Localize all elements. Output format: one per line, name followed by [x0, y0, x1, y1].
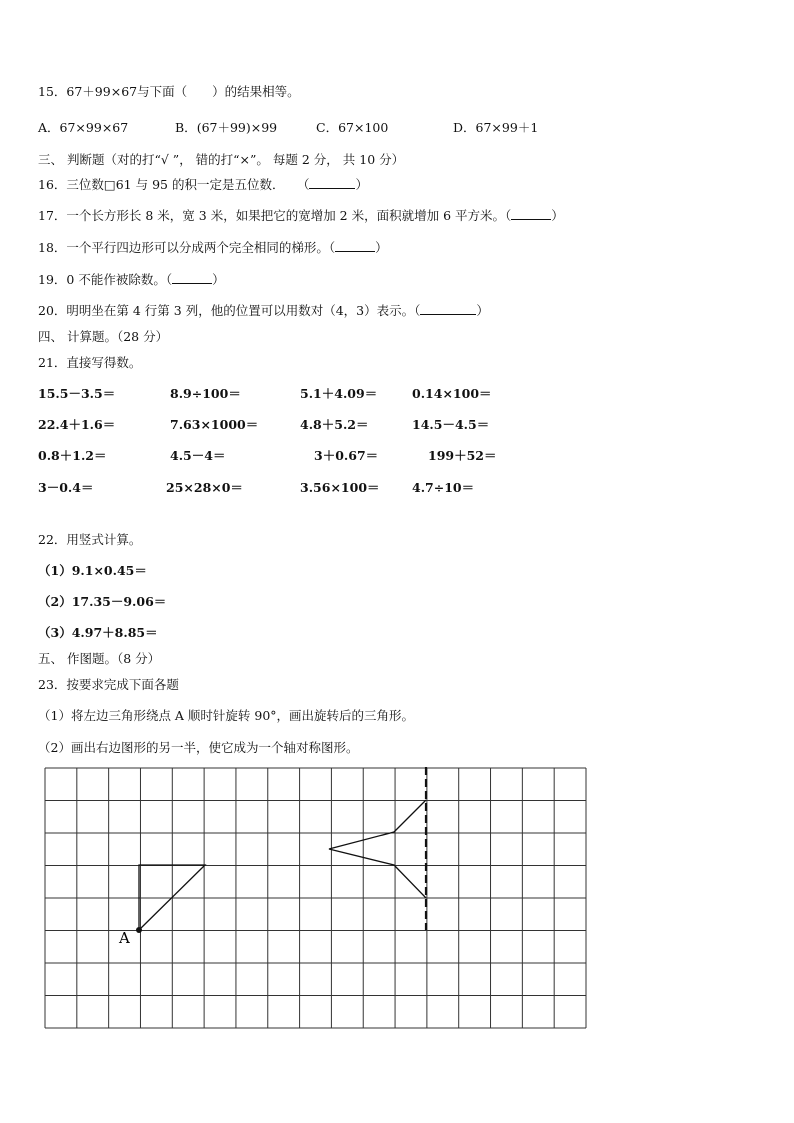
- point-a-label: A: [119, 929, 130, 947]
- q22-title: 22．用竖式计算。: [38, 532, 142, 547]
- calc-r2-c1: 22.4＋1.6＝: [38, 417, 116, 432]
- q19-text: 19．0 不能作被除数。（: [38, 272, 173, 287]
- q23-title: 23．按要求完成下面各题: [38, 677, 179, 692]
- q18-text: 18．一个平行四边形可以分成两个完全相同的梯形。（: [38, 240, 336, 255]
- option-expression: 67×99×67: [59, 120, 129, 135]
- grid-lines: [45, 768, 586, 1028]
- q15-text: 与下面（ ）的结果相等。: [137, 84, 300, 99]
- q18-answer-blank[interactable]: [335, 240, 375, 252]
- q20-text: 20．明明坐在第 4 行第 3 列，他的位置可以用数对（4，3）表示。（: [38, 303, 421, 318]
- calc-r1-c2: 8.9÷100＝: [170, 386, 241, 401]
- q20-answer-blank[interactable]: [420, 303, 476, 315]
- calc-r1-c1: 15.5－3.5＝: [38, 386, 116, 401]
- option-expression: 67×99＋1: [475, 120, 539, 135]
- option-label: B．: [175, 120, 197, 135]
- q17-close-paren: ）: [551, 208, 564, 223]
- q16-answer-blank[interactable]: [309, 177, 355, 189]
- q19-close-paren: ）: [212, 272, 225, 287]
- q16-close-paren: ）: [355, 177, 368, 192]
- option-expression: 67×100: [338, 120, 389, 135]
- q23-item-1: （1）将左边三角形绕点 A 顺时针旋转 90°，画出旋转后的三角形。: [38, 708, 415, 723]
- question-16: [38, 177, 368, 193]
- calc-r4-c3: 3.56×100＝: [300, 480, 380, 495]
- section-3-title: 三、 判断题（对的打“√ ”， 错的打“×”。 每题 2 分， 共 10 分）: [38, 152, 405, 167]
- question-17: [38, 208, 564, 224]
- question-19: [38, 272, 225, 288]
- calc-r2-c4: 14.5－4.5＝: [412, 417, 490, 432]
- question-15: [38, 84, 300, 100]
- calc-r2-c2: 7.63×1000＝: [170, 417, 259, 432]
- q16-text: 16．三位数□61 与 95 的积一定是五位数． （: [38, 177, 310, 192]
- q18-close-paren: ）: [375, 240, 388, 255]
- question-20: [38, 303, 489, 319]
- calc-r1-c4: 0.14×100＝: [412, 386, 492, 401]
- q22-item-1: （1）9.1×0.45＝: [38, 563, 147, 578]
- q22-item-3: （3）4.97＋8.85＝: [38, 625, 158, 640]
- question-18: [38, 240, 388, 256]
- q15-option-c[interactable]: [316, 120, 388, 136]
- calc-r1-c3: 5.1＋4.09＝: [300, 386, 378, 401]
- q21-title: 21．直接写得数。: [38, 355, 142, 370]
- option-label: D．: [453, 120, 476, 135]
- calc-r3-c3: 3＋0.67＝: [314, 448, 379, 463]
- section-4-title: 四、 计算题。（28 分）: [38, 329, 169, 344]
- half-figure: [329, 800, 426, 898]
- q20-close-paren: ）: [476, 303, 489, 318]
- q15-option-b[interactable]: [175, 120, 277, 136]
- calc-r3-c1: 0.8＋1.2＝: [38, 448, 107, 463]
- q15-number: 15．: [38, 84, 67, 99]
- calc-r4-c4: 4.7÷10＝: [412, 480, 475, 495]
- calc-r3-c4: 199＋52＝: [428, 448, 497, 463]
- option-expression: (67＋99)×99: [196, 120, 278, 135]
- option-label: A．: [38, 120, 60, 135]
- q23-item-2: （2）画出右边图形的另一半，使它成为一个轴对称图形。: [38, 740, 359, 755]
- q22-item-2: （2）17.35－9.06＝: [38, 594, 167, 609]
- q17-answer-blank[interactable]: [511, 208, 551, 220]
- q15-option-d[interactable]: [453, 120, 538, 136]
- option-label: C．: [316, 120, 339, 135]
- q15-option-a[interactable]: [38, 120, 128, 136]
- q15-expression: 67＋99×67: [66, 84, 138, 99]
- calc-r4-c2: 25×28×0＝: [166, 480, 243, 495]
- q17-text: 17．一个长方形长 8 米，宽 3 米，如果把它的宽增加 2 米，面积就增加 6 平方米。（: [38, 208, 512, 223]
- section-5-title: 五、 作图题。（8 分）: [38, 651, 161, 666]
- calc-r3-c2: 4.5－4＝: [170, 448, 226, 463]
- point-a-dot: [136, 927, 142, 933]
- q19-answer-blank[interactable]: [172, 272, 212, 284]
- calc-r2-c3: 4.8＋5.2＝: [300, 417, 369, 432]
- drawing-grid[interactable]: [44, 767, 587, 1029]
- calc-r4-c1: 3－0.4＝: [38, 480, 94, 495]
